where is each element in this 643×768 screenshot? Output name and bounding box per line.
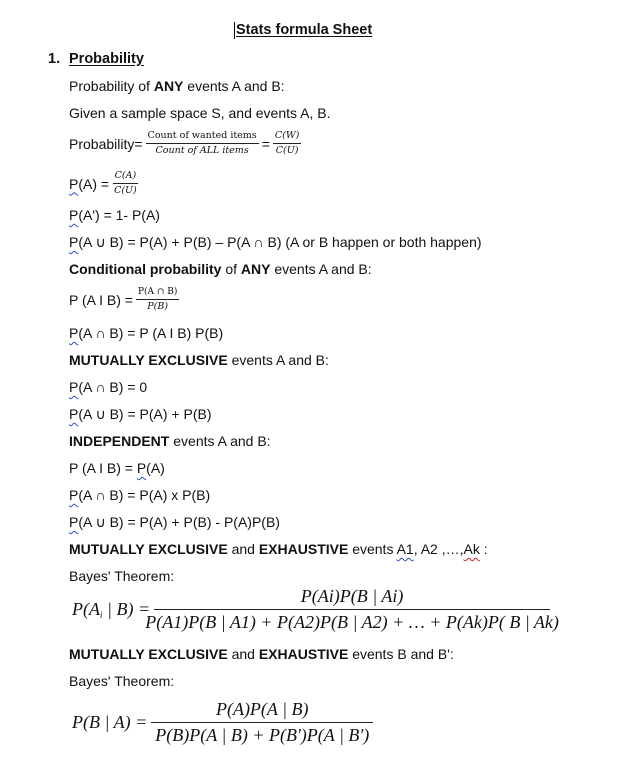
spellcheck-word: P — [69, 487, 79, 503]
text: (A ∪ B) = P(A) + P(B) – P(A ∩ B) (A or B happen or both happen) — [78, 234, 482, 250]
any-events-line — [69, 78, 285, 94]
pa-definition — [69, 170, 142, 197]
probability-label: Probability= — [69, 135, 143, 152]
bold-text: ANY — [153, 78, 184, 94]
spellcheck-word: P — [136, 460, 147, 476]
bayes-fraction — [145, 586, 559, 633]
text: events A and B: — [183, 78, 285, 94]
conditional-fraction — [136, 287, 179, 313]
denominator: P(B) — [147, 301, 169, 312]
text: : — [479, 541, 488, 557]
bold-text: MUTUALLY EXCLUSIVE — [69, 541, 228, 557]
bayes-label-2: Bayes' Theorem: — [69, 673, 175, 689]
bayes-fraction — [151, 699, 373, 746]
ca-cu-fraction — [112, 170, 139, 197]
union-rule — [69, 234, 482, 251]
me-intersection-rule — [69, 379, 147, 395]
spellcheck-word: Ak — [463, 541, 480, 557]
numerator: P(Ai)P(B | Ai) — [154, 586, 550, 610]
spellcheck-word: P — [69, 514, 79, 530]
bold-text: ANY — [240, 261, 271, 277]
text: (A ∪ B) = P(A) + P(B) — [78, 406, 212, 422]
spellcheck-word: P — [69, 406, 79, 422]
text: P (A I B) = — [69, 460, 137, 476]
text: events — [348, 541, 397, 557]
denominator: Count of ALL items — [155, 145, 249, 156]
probability-definition — [69, 130, 304, 157]
text: events A and B: — [270, 261, 372, 277]
section-label: Probability — [69, 51, 144, 67]
text: , A2 ,…, — [413, 541, 464, 557]
text: Probability of — [69, 78, 154, 94]
numerator: P(A)P(A | B) — [151, 699, 373, 723]
numerator: Count of wanted items — [146, 130, 259, 144]
text: (A ∩ B) = P(A) x P(B) — [78, 487, 211, 503]
mutually-exclusive-heading — [69, 352, 329, 368]
text: (A) — [146, 460, 165, 476]
text: events A and B: — [169, 433, 271, 449]
numerator: C(A) — [113, 170, 139, 184]
spellcheck-word: P — [69, 207, 79, 223]
bold-text: INDEPENDENT — [69, 433, 170, 449]
text-cursor — [234, 22, 235, 39]
bold-text: EXHAUSTIVE — [258, 541, 349, 557]
me-union-rule — [69, 406, 212, 423]
text: (A ∩ B) = 0 — [78, 379, 148, 395]
multiplication-rule — [69, 325, 223, 341]
denominator: P(B)P(A | B) + P(B')P(A | B') — [155, 725, 370, 745]
sample-space-line: Given a sample space S, and events A, B. — [69, 105, 331, 121]
bayes-lhs: P(B | A) = — [72, 712, 148, 732]
numerator: P(A ∩ B) — [136, 287, 179, 300]
text: events B and B': — [348, 646, 454, 662]
equals: = — [261, 135, 270, 152]
denominator: C(U) — [275, 145, 299, 156]
text: P (A I B) = — [69, 292, 133, 308]
bold-text: EXHAUSTIVE — [258, 646, 349, 662]
bayes-lhs — [72, 599, 150, 620]
bayes-label-1: Bayes' Theorem: — [69, 568, 175, 584]
complement-rule — [69, 207, 160, 223]
text: (A ∩ B) = P (A I B) P(B) — [78, 325, 224, 341]
bold-text: Conditional probability — [69, 261, 222, 277]
independent-heading — [69, 433, 271, 449]
independent-union-rule — [69, 514, 280, 531]
independent-conditional-rule — [69, 460, 165, 476]
section-number: 1. — [48, 51, 61, 67]
page-title: Stats formula Sheet — [236, 22, 373, 38]
exhaustive-b-heading — [69, 646, 454, 662]
text: of — [221, 261, 241, 277]
text: (A ∪ B) = P(A) + P(B) - P(A)P(B) — [78, 514, 280, 530]
spellcheck-word: P — [69, 234, 79, 250]
text: events A and B: — [227, 352, 329, 368]
denominator: P(A1)P(B | A1) + P(A2)P(B | A2) + … + P(Ak)P( B | Ak) — [145, 612, 559, 632]
denominator: C(U) — [114, 185, 137, 196]
conditional-heading — [69, 261, 372, 277]
count-fraction — [146, 130, 259, 157]
text: | B) = — [102, 599, 151, 619]
text: (A') = 1- P(A) — [78, 207, 160, 223]
spellcheck-word: P — [69, 379, 79, 395]
text: (A) = — [78, 175, 110, 192]
exhaustive-events-heading — [69, 541, 488, 557]
spellcheck-word: A1 — [396, 541, 414, 557]
text: P(A — [72, 599, 100, 619]
spellcheck-word: P — [69, 325, 79, 341]
text: and — [227, 646, 259, 662]
bold-text: MUTUALLY EXCLUSIVE — [69, 646, 228, 662]
section-heading-probability — [48, 51, 144, 67]
independent-intersection-rule — [69, 487, 210, 503]
subscript: i — [99, 610, 103, 620]
bayes-formula-two-events — [72, 699, 373, 746]
numerator: C(W) — [273, 130, 301, 144]
bayes-formula-general — [72, 586, 559, 633]
text: and — [227, 541, 259, 557]
conditional-formula — [69, 287, 182, 313]
cw-cu-fraction — [273, 130, 301, 157]
bold-text: MUTUALLY EXCLUSIVE — [69, 352, 228, 368]
spellcheck-word: P — [69, 175, 79, 192]
